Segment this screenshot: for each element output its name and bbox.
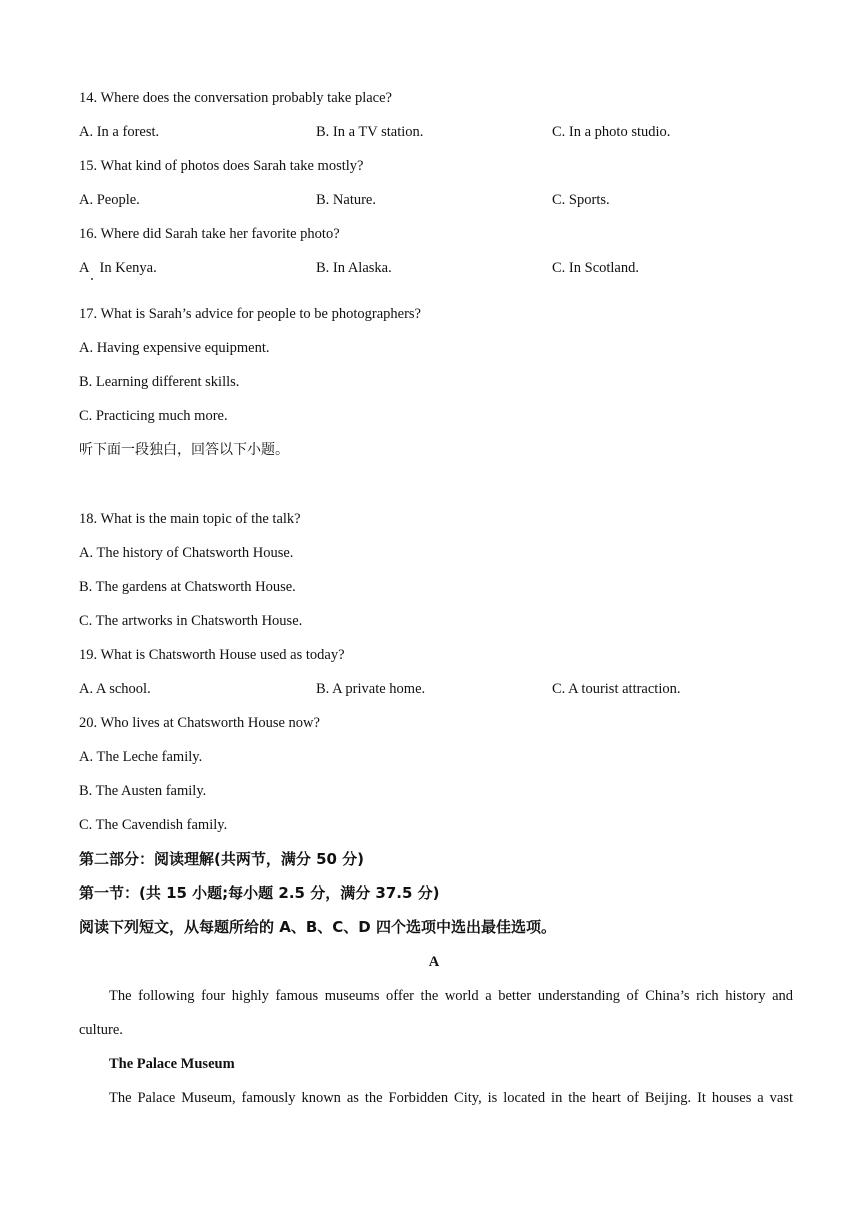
monologue-instruction: 听下面一段独白，回答以下小题。 (79, 442, 289, 458)
part2-heading: 第二部分：阅读理解(共两节，满分 50 分) (79, 850, 365, 868)
passage-heading: The Palace Museum (109, 1056, 235, 1072)
question-17-stem: 17. What is Sarah’s advice for people to be photographers? (79, 306, 421, 322)
stray-dot (91, 278, 93, 280)
q20-option-c: C. The Cavendish family. (79, 817, 228, 833)
q17-option-a: A. Having expensive equipment. (79, 340, 270, 356)
q18-option-a: A. The history of Chatsworth House. (79, 545, 294, 561)
q20-option-b: B. The Austen family. (79, 783, 207, 799)
passage-intro-line1: The following four highly famous museums offer the world a better understanding of China’s rich history and (109, 988, 793, 1004)
question-15-stem: 15. What kind of photos does Sarah take mostly? (79, 158, 364, 174)
q19-option-c: C. A tourist attraction. (552, 681, 681, 697)
q16-option-c: C. In Scotland. (552, 260, 639, 276)
q15-option-c: C. Sports. (552, 192, 610, 208)
question-16-stem: 16. Where did Sarah take her favorite photo? (79, 226, 340, 242)
q16-option-b: B. In Alaska. (316, 260, 392, 276)
passage-intro-line2: culture. (79, 1022, 123, 1038)
reading-instruction: 阅读下列短文，从每题所给的 A、B、C、D 四个选项中选出最佳选项。 (79, 918, 556, 936)
question-19-stem: 19. What is Chatsworth House used as today? (79, 647, 345, 663)
q19-option-b: B. A private home. (316, 681, 426, 697)
q15-option-a: A. People. (79, 192, 140, 208)
passage-letter: A (428, 954, 440, 970)
q17-option-c: C. Practicing much more. (79, 408, 228, 424)
q20-option-a: A. The Leche family. (79, 749, 203, 765)
q14-option-a: A. In a forest. (79, 124, 160, 140)
q17-option-b: B. Learning different skills. (79, 374, 240, 390)
question-14-stem: 14. Where does the conversation probably take place? (79, 90, 392, 106)
q18-option-c: C. The artworks in Chatsworth House. (79, 613, 303, 629)
q16-option-a: A In Kenya. (79, 260, 157, 276)
question-20-stem: 20. Who lives at Chatsworth House now? (79, 715, 320, 731)
question-18-stem: 18. What is the main topic of the talk? (79, 511, 301, 527)
q14-option-b: B. In a TV station. (316, 124, 424, 140)
section1-heading: 第一节：(共 15 小题;每小题 2.5 分，满分 37.5 分) (79, 884, 440, 902)
q19-option-a: A. A school. (79, 681, 151, 697)
q14-option-c: C. In a photo studio. (552, 124, 671, 140)
q15-option-b: B. Nature. (316, 192, 376, 208)
passage-body-line1: The Palace Museum, famously known as the Forbidden City, is located in the heart of Beijing. It houses a vast (109, 1090, 793, 1106)
q18-option-b: B. The gardens at Chatsworth House. (79, 579, 296, 595)
